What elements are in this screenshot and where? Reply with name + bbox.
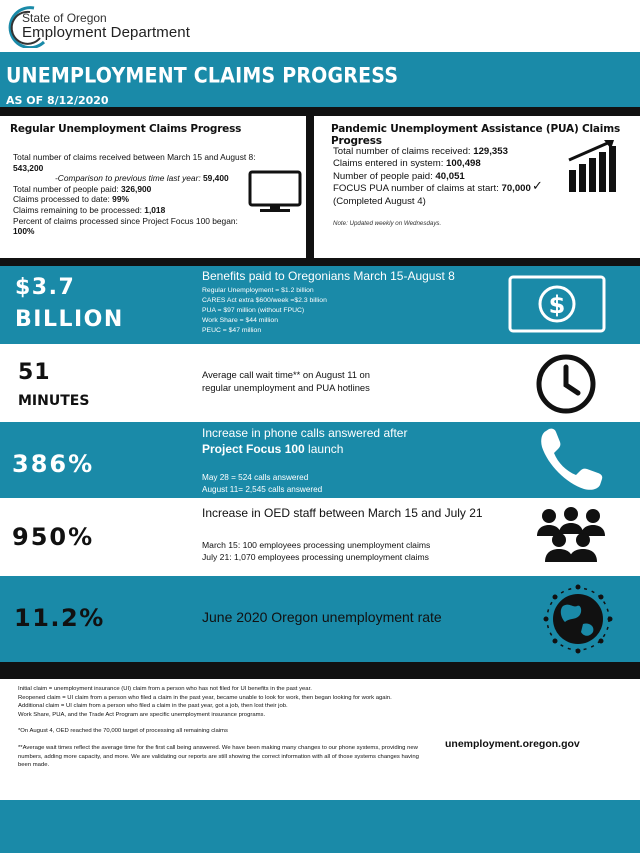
footer-note-5: *On August 4, OED reached the 70,000 target of processing all remaining claims <box>18 728 228 735</box>
benefits-line: Work Share = $44 million <box>202 317 278 324</box>
regular-column <box>10 118 295 135</box>
svg-text:$: $ <box>548 291 566 319</box>
benefits-heading: Benefits paid to Oregonians March 15-August 8 <box>202 269 455 283</box>
footer-note-2: Reopened claim = UI claim from a person who filed a claim in the past year, became unable to look for work, then began looking for work again. <box>18 694 392 701</box>
phone-text <box>202 425 407 457</box>
bottom-band <box>0 800 640 853</box>
header <box>0 0 640 52</box>
regular-l1: Total number of claims received between March 15 and August 8: <box>13 152 256 162</box>
bar-chart-up-icon <box>566 138 618 194</box>
clock-icon <box>535 353 597 415</box>
regular-l6v: 100% <box>13 226 35 237</box>
benefits-stat-unit: BILLION <box>15 307 124 332</box>
rate-line1: June 2020 Oregon unemployment rate <box>202 609 442 625</box>
regular-l4v: 99% <box>112 194 129 205</box>
rate-stat: 11.2% <box>14 604 105 632</box>
phone-line3: May 28 = 524 calls answered <box>202 473 309 482</box>
check-icon: ✓ <box>532 178 543 193</box>
footer-url[interactable]: unemployment.oregon.gov <box>445 738 580 750</box>
pua-lines <box>333 146 543 230</box>
phone-icon <box>538 427 606 493</box>
pua-l3v: 40,051 <box>435 170 465 182</box>
footer-definitions <box>18 685 420 770</box>
regular-lines <box>13 152 258 237</box>
regular-l4: Claims processed to date: <box>13 194 113 205</box>
benefits-line: PUA = $97 million (without FPUC) <box>202 307 305 314</box>
pua-l1: Total number of claims received: <box>333 146 474 157</box>
pua-l4: FOCUS PUA number of claims at start: <box>333 183 502 195</box>
benefits-stat: $3.7 <box>15 275 76 300</box>
regular-l5v: 1,018 <box>144 204 166 215</box>
page-title: UNEMPLOYMENT CLAIMS PROGRESS <box>6 64 399 89</box>
divider-bar-3 <box>0 662 640 679</box>
phone-line4: August 11= 2,545 calls answered <box>202 484 323 494</box>
regular-l1v: 543,200 <box>13 162 44 173</box>
footer-note-4: Work Share, PUA, and the Trade Act Program are specific unemployment insurance programs. <box>18 711 266 718</box>
regular-l2: -Comparison to previous time last year: <box>55 173 204 184</box>
as-of-date: AS OF 8/12/2020 <box>6 94 109 107</box>
benefits-line: CARES Act extra $600/week =$2.3 billion <box>202 297 327 304</box>
benefits-line: PEUC = $47 million <box>202 327 262 334</box>
phone-line2b: launch <box>304 442 344 456</box>
phone-stat: 386% <box>12 450 95 478</box>
logo-line2: Employment Department <box>22 24 191 41</box>
pua-title: Pandemic Unemployment Assistance (PUA) Claims Progress <box>331 123 620 147</box>
wait-text <box>202 369 370 394</box>
pua-l5: (Completed August 4) <box>333 195 426 207</box>
wait-stat: 51 <box>18 360 51 385</box>
monitor-icon <box>248 170 302 214</box>
staff-line2: March 15: 100 employees processing unemployment claims <box>202 540 431 550</box>
phone-details <box>202 472 322 495</box>
staff-line1: Increase in OED staff between March 15 and July 21 <box>202 506 483 520</box>
divider-bar-2 <box>0 258 640 266</box>
footer-note-3: Additional claim = UI claim from a person who filed a claim in the past year, got a job, then lost their job. <box>18 703 288 710</box>
pua-l2: Claims entered in system: <box>333 158 447 170</box>
people-group-icon <box>532 506 610 564</box>
dollar-bill-icon <box>507 274 607 334</box>
phone-line1: Increase in phone calls answered after <box>202 426 408 440</box>
phone-line2a: Project Focus 100 <box>202 442 305 456</box>
logo-line1: State of Oregon <box>22 11 107 25</box>
pua-l2v: 100,498 <box>446 158 481 170</box>
footer-note-1: Initial claim = unemployment insurance (UI) claim from a person who has not filed for UI benefits in the past year. <box>18 686 312 692</box>
pua-l1v: 129,353 <box>473 146 508 157</box>
divider-bar <box>0 107 640 116</box>
wait-line2: regular unemployment and PUA hotlines <box>202 381 370 393</box>
regular-l6: Percent of claims processed since Project Focus 100 began: <box>13 215 238 226</box>
footer-note-6: **Average wait times reflect the average time for the first call being answered. We have been making many changes to our phone systems, providing new numbers, adding more capacity, and more. We are validating our reports are still showing the correct information with all of those systems changes having been made. <box>18 744 419 769</box>
globe-icon <box>543 584 613 654</box>
regular-l3: Total number of people paid: <box>13 183 122 194</box>
pua-l3: Number of people paid: <box>333 170 436 182</box>
claims-divider <box>306 116 314 258</box>
regular-l3v: 326,900 <box>121 183 152 194</box>
pua-note: Note: Updated weekly on Wednesdays. <box>333 220 442 228</box>
regular-title: Regular Unemployment Claims Progress <box>10 123 242 135</box>
staff-line3: July 21: 1,070 employees processing unemployment claims <box>202 552 429 562</box>
benefits-line: Regular Unemployment = $1.2 billion <box>202 287 314 294</box>
benefits-lines <box>202 286 327 336</box>
regular-l2v: 59,400 <box>203 173 229 184</box>
regular-l5: Claims remaining to be processed: <box>13 204 145 215</box>
staff-details <box>202 539 430 563</box>
staff-stat: 950% <box>12 523 95 551</box>
wait-line1: Average call wait time** on August 11 on <box>202 369 370 380</box>
wait-stat-unit: MINUTES <box>18 393 90 409</box>
pua-l4v: 70,000 <box>501 183 531 195</box>
